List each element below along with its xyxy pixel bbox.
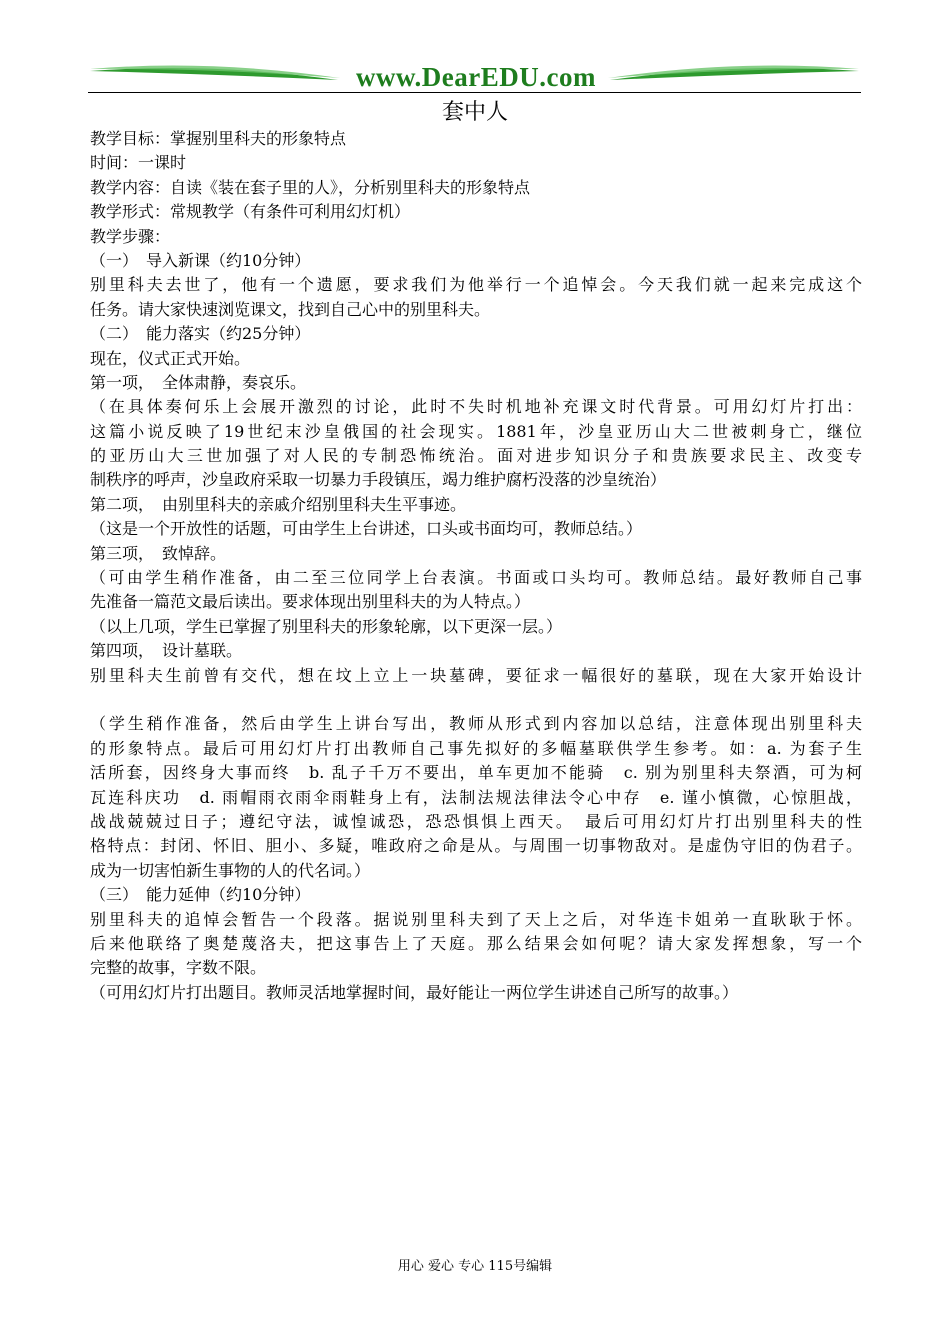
- text-line: 的亚历山大三世加强了对人民的专制恐怖统治。面对进步知识分子和贵族要求民主、改变专: [90, 446, 862, 466]
- text-line: 制秩序的呼声，沙皇政府采取一切暴力手段镇压，竭力维护腐朽没落的沙皇统治）: [90, 470, 667, 490]
- text-line: （在具体奏何乐上会展开激烈的讨论，此时不失时机地补充课文时代背景。可用幻灯片打出：: [90, 397, 862, 417]
- text-line: （可用幻灯片打出题目。教师灵活地掌握时间，最好能让一两位学生讲述自己所写的故事。）: [90, 982, 739, 1002]
- text-line: 教学内容：自读《装在套子里的人》，分析别里科夫的形象特点: [90, 177, 531, 197]
- page-footer: 用心 爱心 专心 115号编辑: [397, 1259, 553, 1274]
- text-line: 的形象特点。最后可用幻灯片打出教师自己事先拟好的多幅墓联供学生参考。如：a. 为套子生: [90, 738, 862, 758]
- section-heading: （一） 导入新课（约10分钟）: [90, 250, 311, 270]
- text-line: 活所套，因终身大事而终 b. 乱子千万不要出，单车更加不能骑 c. 别为别里科夫祭酒，可为柯: [90, 763, 862, 783]
- text-line: 先准备一篇范文最后读出。要求体现出别里科夫的为人特点。）: [90, 592, 531, 612]
- document-body: [90, 127, 862, 1005]
- text-line: （以上几项，学生已掌握了别里科夫的形象轮廓，以下更深一层。）: [90, 616, 563, 636]
- text-line: 现在，仪式正式开始。: [90, 348, 251, 368]
- site-logo[interactable]: www.DearEDU.com: [356, 62, 596, 92]
- text-line: 完整的故事，字数不限。: [90, 958, 267, 978]
- text-line: 时间：一课时: [90, 153, 187, 173]
- text-line: 别里科夫的追悼会暂告一个段落。据说别里科夫到了天上之后，对华连卡姐弟一直耿耿于怀。: [90, 909, 862, 929]
- text-line: 教学目标：掌握别里科夫的形象特点: [90, 129, 347, 148]
- text-line: 教学形式：常规教学（有条件可利用幻灯机）: [90, 202, 411, 222]
- text-line: 任务。请大家快速浏览课文，找到自己心中的别里科夫。: [90, 299, 491, 319]
- text-line: （学生稍作准备，然后由学生上讲台写出，教师从形式到内容加以总结，注意体现出别里科夫: [90, 714, 862, 734]
- text-line: （这是一个开放性的话题，可由学生上台讲述，口头或书面均可，教师总结。）: [90, 519, 643, 539]
- document-title: 套中人: [441, 100, 508, 125]
- text-line: 第四项， 设计墓联。: [90, 641, 243, 661]
- text-line: （可由学生稍作准备，由二至三位同学上台表演。书面或口头均可。教师总结。最好教师自己事: [90, 568, 862, 588]
- text-line: 别里科夫生前曾有交代，想在坟上立上一块墓碑，要征求一幅很好的墓联，现在大家开始设计: [90, 665, 862, 685]
- header-divider: [88, 92, 861, 93]
- text-line: 这篇小说反映了19世纪末沙皇俄国的社会现实。1881年，沙皇亚历山大二世被刺身亡，继位: [90, 421, 862, 441]
- text-line: 瓦连科庆功 d. 雨帽雨衣雨伞雨鞋身上有，法制法规法律法令心中存 e. 谨小慎微，心惊胆战，: [90, 787, 862, 807]
- text-line: 成为一切害怕新生事物的人的代名词。）: [90, 860, 371, 880]
- text-line: 格特点：封闭、怀旧、胆小、多疑，唯政府之命是从。与周围一切事物敌对。是虚伪守旧的伪君子。: [90, 836, 862, 856]
- text-line: 教学步骤：: [90, 226, 171, 246]
- section-heading: （二） 能力落实（约25分钟）: [90, 324, 311, 344]
- blank-line: [90, 688, 862, 712]
- text-line: 后来他联络了奥楚蔑洛夫，把这事告上了天庭。那么结果会如何呢？请大家发挥想象，写一个: [90, 933, 862, 953]
- section-heading: （三） 能力延伸（约10分钟）: [90, 885, 311, 905]
- text-line: 第一项， 全体肃静，奏哀乐。: [90, 372, 307, 392]
- text-line: 别里科夫去世了，他有一个遗愿，要求我们为他举行一个追悼会。今天我们就一起来完成这个: [90, 275, 862, 295]
- text-line: 第二项， 由别里科夫的亲戚介绍别里科夫生平事迹。: [90, 494, 467, 514]
- text-line: 第三项， 致悼辞。: [90, 543, 227, 563]
- text-line: 战战兢兢过日子；遵纪守法，诚惶诚恐，恐恐惧惧上西天。 最后可用幻灯片打出别里科夫的性: [90, 811, 862, 831]
